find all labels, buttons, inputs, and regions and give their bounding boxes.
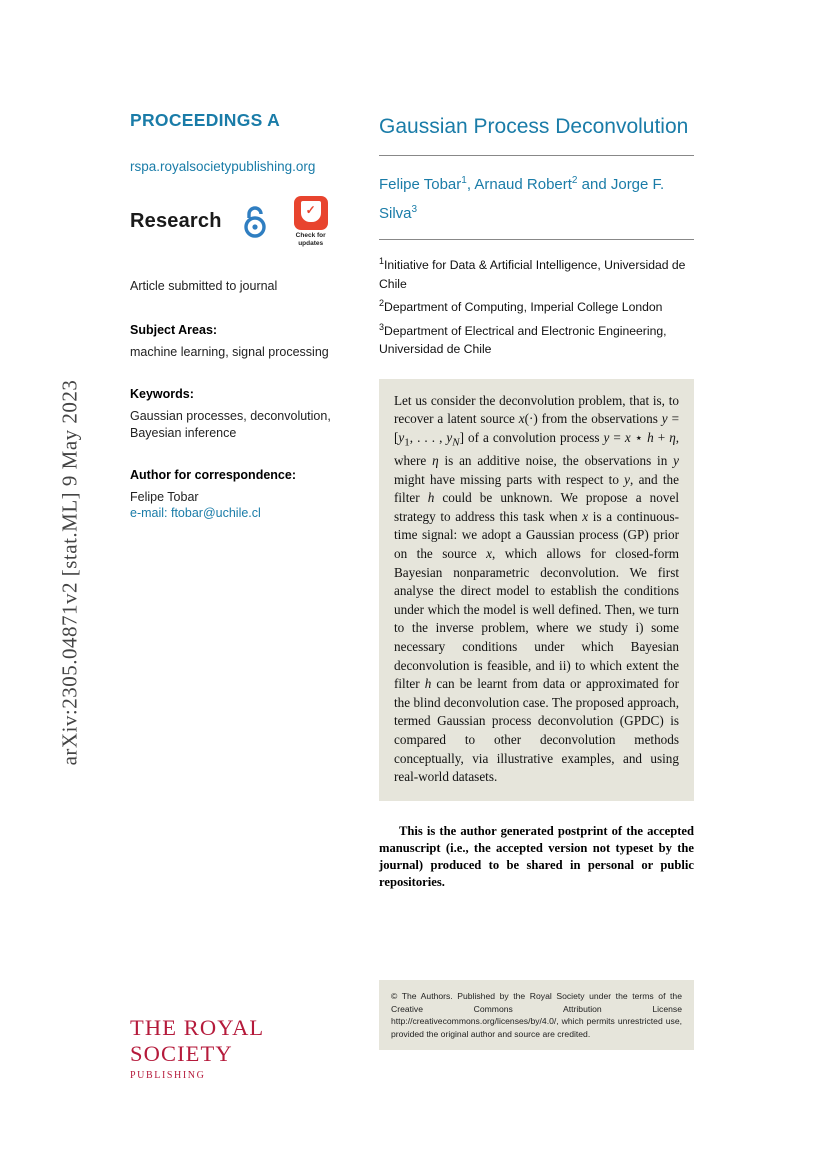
title-divider bbox=[379, 155, 694, 156]
submission-note: Article submitted to journal bbox=[130, 279, 278, 293]
affiliation-item bbox=[379, 252, 694, 293]
main-content bbox=[379, 112, 694, 891]
license-box: © The Authors. Published by the Royal Society under the terms of the Creative Commons Attribution License http://creativecommons.org/licenses/by/4.0/, which permits unrestricted use, provided the original author and source are credited. bbox=[379, 980, 694, 1050]
affiliation-item bbox=[379, 318, 694, 359]
affiliation-text: Department of Electrical and Electronic Engineering, Universidad de Chile bbox=[379, 323, 667, 357]
royal-society-logo-main: THE ROYAL SOCIETY bbox=[130, 1015, 264, 1066]
royal-society-logo-sub: PUBLISHING bbox=[130, 1070, 206, 1081]
open-access-icon bbox=[242, 205, 268, 239]
correspondence-block bbox=[130, 468, 352, 520]
affiliation-text: Initiative for Data & Artificial Intelligence, Universidad de Chile bbox=[379, 258, 686, 291]
author-list: Felipe Tobar$^1$, Arnaud Robert$^2$ and Jorge F. Silva$^3$ bbox=[379, 175, 665, 222]
keywords-heading: Keywords: bbox=[130, 387, 194, 401]
postprint-note: This is the author generated postprint of the accepted manuscript (i.e., the accepted version not typeset by the journal) produced to be shared in personal or public repositories. bbox=[379, 823, 694, 889]
subject-areas-block bbox=[130, 323, 352, 361]
royal-society-logo bbox=[130, 1015, 360, 1081]
correspondence-heading: Author for correspondence: bbox=[130, 468, 296, 482]
subject-areas-heading: Subject Areas: bbox=[130, 323, 218, 337]
keywords-block bbox=[130, 387, 352, 442]
correspondence-email-link[interactable]: e-mail: ftobar@uchile.cl bbox=[130, 506, 261, 520]
subject-areas-body: machine learning, signal processing bbox=[130, 345, 329, 359]
journal-name: PROCEEDINGS A bbox=[130, 110, 281, 130]
authors-divider bbox=[379, 239, 694, 240]
correspondence-name: Felipe Tobar bbox=[130, 490, 199, 504]
journal-url-link[interactable]: rspa.royalsocietypublishing.org bbox=[130, 159, 316, 174]
abstract-box: Let us consider the deconvolution problem, that is, to recover a latent source x(·) from the observations $y = [y_1$, . . . , $y_N$] of a convolution process y = x ⋆ h + η, where η is an additive noise, the observations in y might have missing parts with respect to y, and the filter h could be unknown. We propose a novel strategy to address this task when x is a continuous-time signal: we adopt a Gaussian process (GP) prior on the source x, which allows for closed-form Bayesian nonparametric deconvolution. We first analyse the direct model to establish the conditions under which the model is well defined. Then, we turn to the inverse problem, where we study i) some necessary conditions under which Bayesian deconvolution is feasible, and ii) to which extent the filter h can be learnt from data or approximated for the blind deconvolution case. The proposed approach, termed Gaussian process deconvolution (GPDC) is compared to other deconvolution methods conceptually, via illustrative examples, and using real-world datasets. bbox=[379, 379, 694, 801]
affiliation-marker: 3 bbox=[379, 321, 385, 332]
crossmark-icon[interactable]: ✓ Check for updates bbox=[288, 196, 334, 247]
research-badges-row bbox=[130, 196, 352, 247]
keywords-body: Gaussian processes, deconvolution, Bayesian inference bbox=[130, 409, 331, 440]
affiliation-text: Department of Computing, Imperial College London bbox=[384, 300, 663, 315]
crossmark-label-line1: Check for bbox=[295, 232, 326, 239]
crossmark-label-line2: updates bbox=[298, 239, 324, 247]
affiliation-marker: 1 bbox=[379, 256, 385, 266]
article-type-label: Research bbox=[130, 210, 222, 232]
page-title: Gaussian Process Deconvolution bbox=[379, 115, 689, 138]
arxiv-stamp: arXiv:2305.04871v2 [stat.ML] 9 May 2023 bbox=[57, 379, 82, 766]
affiliation-marker: 2 bbox=[379, 298, 385, 309]
affiliation-item bbox=[379, 294, 694, 317]
left-sidebar bbox=[130, 110, 352, 546]
affiliation-list bbox=[379, 252, 694, 359]
